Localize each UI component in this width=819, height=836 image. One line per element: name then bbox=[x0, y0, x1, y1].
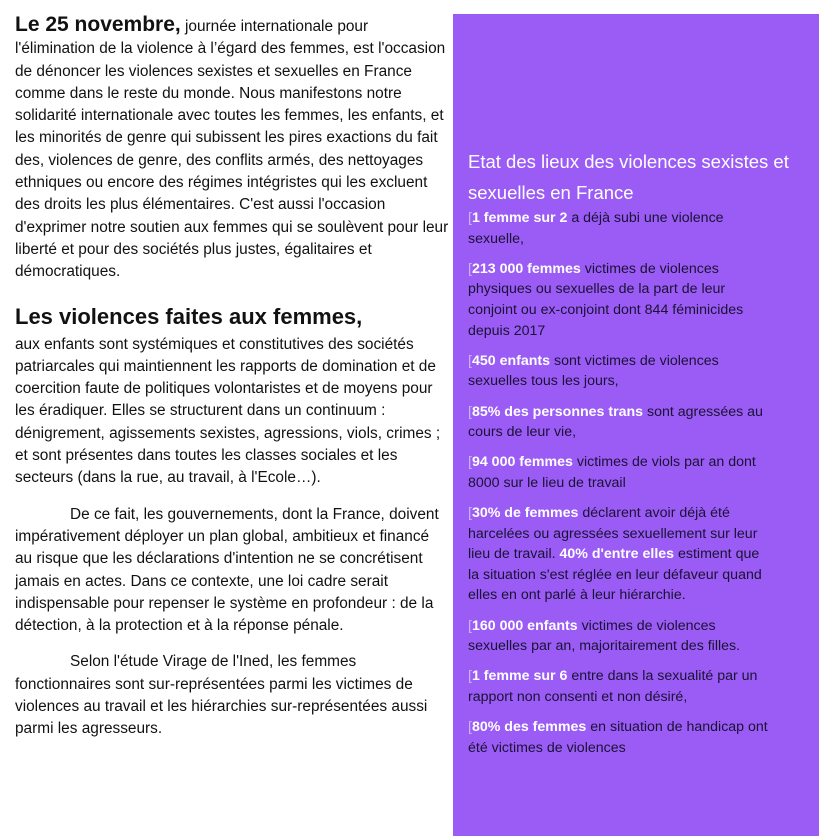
fact-text: sont victimes de violences sexuelles tous les jours, bbox=[468, 352, 719, 390]
intro-paragraph bbox=[15, 14, 450, 284]
fact-text: entre dans la sexualité par un rapport non consenti et non désiré, bbox=[468, 668, 758, 706]
fact-highlight: 1 femme sur 6 bbox=[471, 668, 568, 685]
fact-highlight: 30% de femmes bbox=[471, 505, 579, 522]
fact-highlight-secondary: 40% d'entre elles bbox=[559, 546, 675, 563]
fact-text: en situation de handicap ont été victimes de violences bbox=[468, 719, 768, 756]
fact-highlight: 213 000 femmes bbox=[471, 260, 581, 277]
fact-highlight: 1 femme sur 2 bbox=[471, 210, 568, 226]
bracket-mark: [ bbox=[468, 352, 472, 369]
section-paragraph-2: De ce fait, les gouvernements, dont la France, doivent impérativement déployer un plan global, ambitieux et financé au risque que les déclarations d'intention ne se concrétisent jamais en actes. Dans ce contexte, une loi cadre serait indispensable pour repenser le système en profondeur : de la détection, à la protection et à la réponse pénale. bbox=[15, 505, 439, 635]
bracket-mark: [ bbox=[468, 403, 472, 420]
fact-text: victimes de violences sexuelles par an, majoritairement des filles. bbox=[468, 617, 741, 655]
main-article bbox=[15, 14, 450, 741]
fact-highlight: 94 000 femmes bbox=[471, 454, 573, 471]
facts-sidebar bbox=[453, 14, 819, 836]
bracket-mark: [ bbox=[468, 260, 472, 277]
fact-item bbox=[468, 402, 768, 443]
intro-text: journée internationale pour l'élimination de la violence à l’égard des femmes, est l'occasion de dénoncer les violences sexistes et sexuelles en France comme dans le reste du monde. Nous manifestons notre solidarité internationale avec toutes les femmes, les enfants, et les minorités de genre qui subissent les pires exactions du fait des, violences de genre, des conflits armés, des nettoyages ethniques ou encore des régimes intégristes qui les excluent des droits les plus élémentaires. C'est aussi l'occasion d'exprimer notre soutien aux femmes qui se soulèvent pour leur liberté et pour des sociétés plus justes, égalitaires et démocratiques. bbox=[15, 18, 449, 281]
facts-list bbox=[468, 208, 768, 768]
fact-highlight: 85% des personnes trans bbox=[471, 403, 644, 420]
fact-text: a déjà subi une violence sexuelle, bbox=[468, 210, 724, 247]
fact-item bbox=[468, 666, 768, 707]
fact-item bbox=[468, 259, 768, 341]
fact-highlight: 450 enfants bbox=[471, 352, 551, 369]
fact-text-secondary: estiment que la situation s'est réglée en leur défaveur quand elles en ont parlé à leur hiérarchie. bbox=[468, 546, 762, 604]
section-heading: Les violences faites aux femmes, bbox=[15, 303, 363, 329]
fact-item bbox=[468, 717, 768, 758]
fact-item bbox=[468, 616, 768, 657]
fact-item bbox=[468, 503, 768, 606]
fact-item bbox=[468, 351, 768, 392]
bracket-mark: [ bbox=[468, 617, 472, 634]
bracket-mark: [ bbox=[468, 505, 472, 522]
fact-text: sont agressées au cours de leur vie, bbox=[468, 403, 763, 441]
sidebar-title: Etat des lieux des violences sexistes et sexuelles en France bbox=[468, 151, 789, 203]
bracket-mark: [ bbox=[468, 454, 472, 471]
fact-highlight: 160 000 enfants bbox=[471, 617, 578, 634]
fact-item bbox=[468, 208, 768, 249]
intro-title: Le 25 novembre, bbox=[15, 13, 181, 36]
fact-highlight: 80% des femmes bbox=[471, 719, 587, 736]
fact-text: victimes de violences physiques ou sexuelles de la part de leur conjoint ou ex-conjoint dont 844 féminicides depuis 2017 bbox=[468, 260, 744, 339]
fact-item bbox=[468, 452, 768, 493]
section-paragraph-3: Selon l'étude Virage de l'Ined, les femmes fonctionnaires sont sur-représentées parmi les victimes de violences au travail et les hiérarchies sur-représentées aussi parmi les agresseurs. bbox=[15, 653, 428, 738]
bracket-mark: [ bbox=[468, 668, 472, 685]
bracket-mark: [ bbox=[468, 210, 472, 226]
section-paragraph-1: aux enfants sont systémiques et constitutives des sociétés patriarcales qui maintiennent les rapports de domination et de coercition faute de politiques volontaristes et de moyens pour les éradiquer. Elles se structurent dans un continuum : dénigrement, agissements sexistes, agressions, viols, crimes ; et sont présentes dans toutes les classes sociales et les secteurs (dans la rue, au travail, à l'Ecole…). bbox=[15, 335, 441, 487]
fact-text: déclarent avoir déjà été harcelées ou agressées sexuellement sur leur lieu de travail. bbox=[468, 505, 758, 563]
bracket-mark: [ bbox=[468, 719, 472, 736]
fact-text: victimes de viols par an dont 8000 sur le lieu de travail bbox=[468, 454, 756, 491]
